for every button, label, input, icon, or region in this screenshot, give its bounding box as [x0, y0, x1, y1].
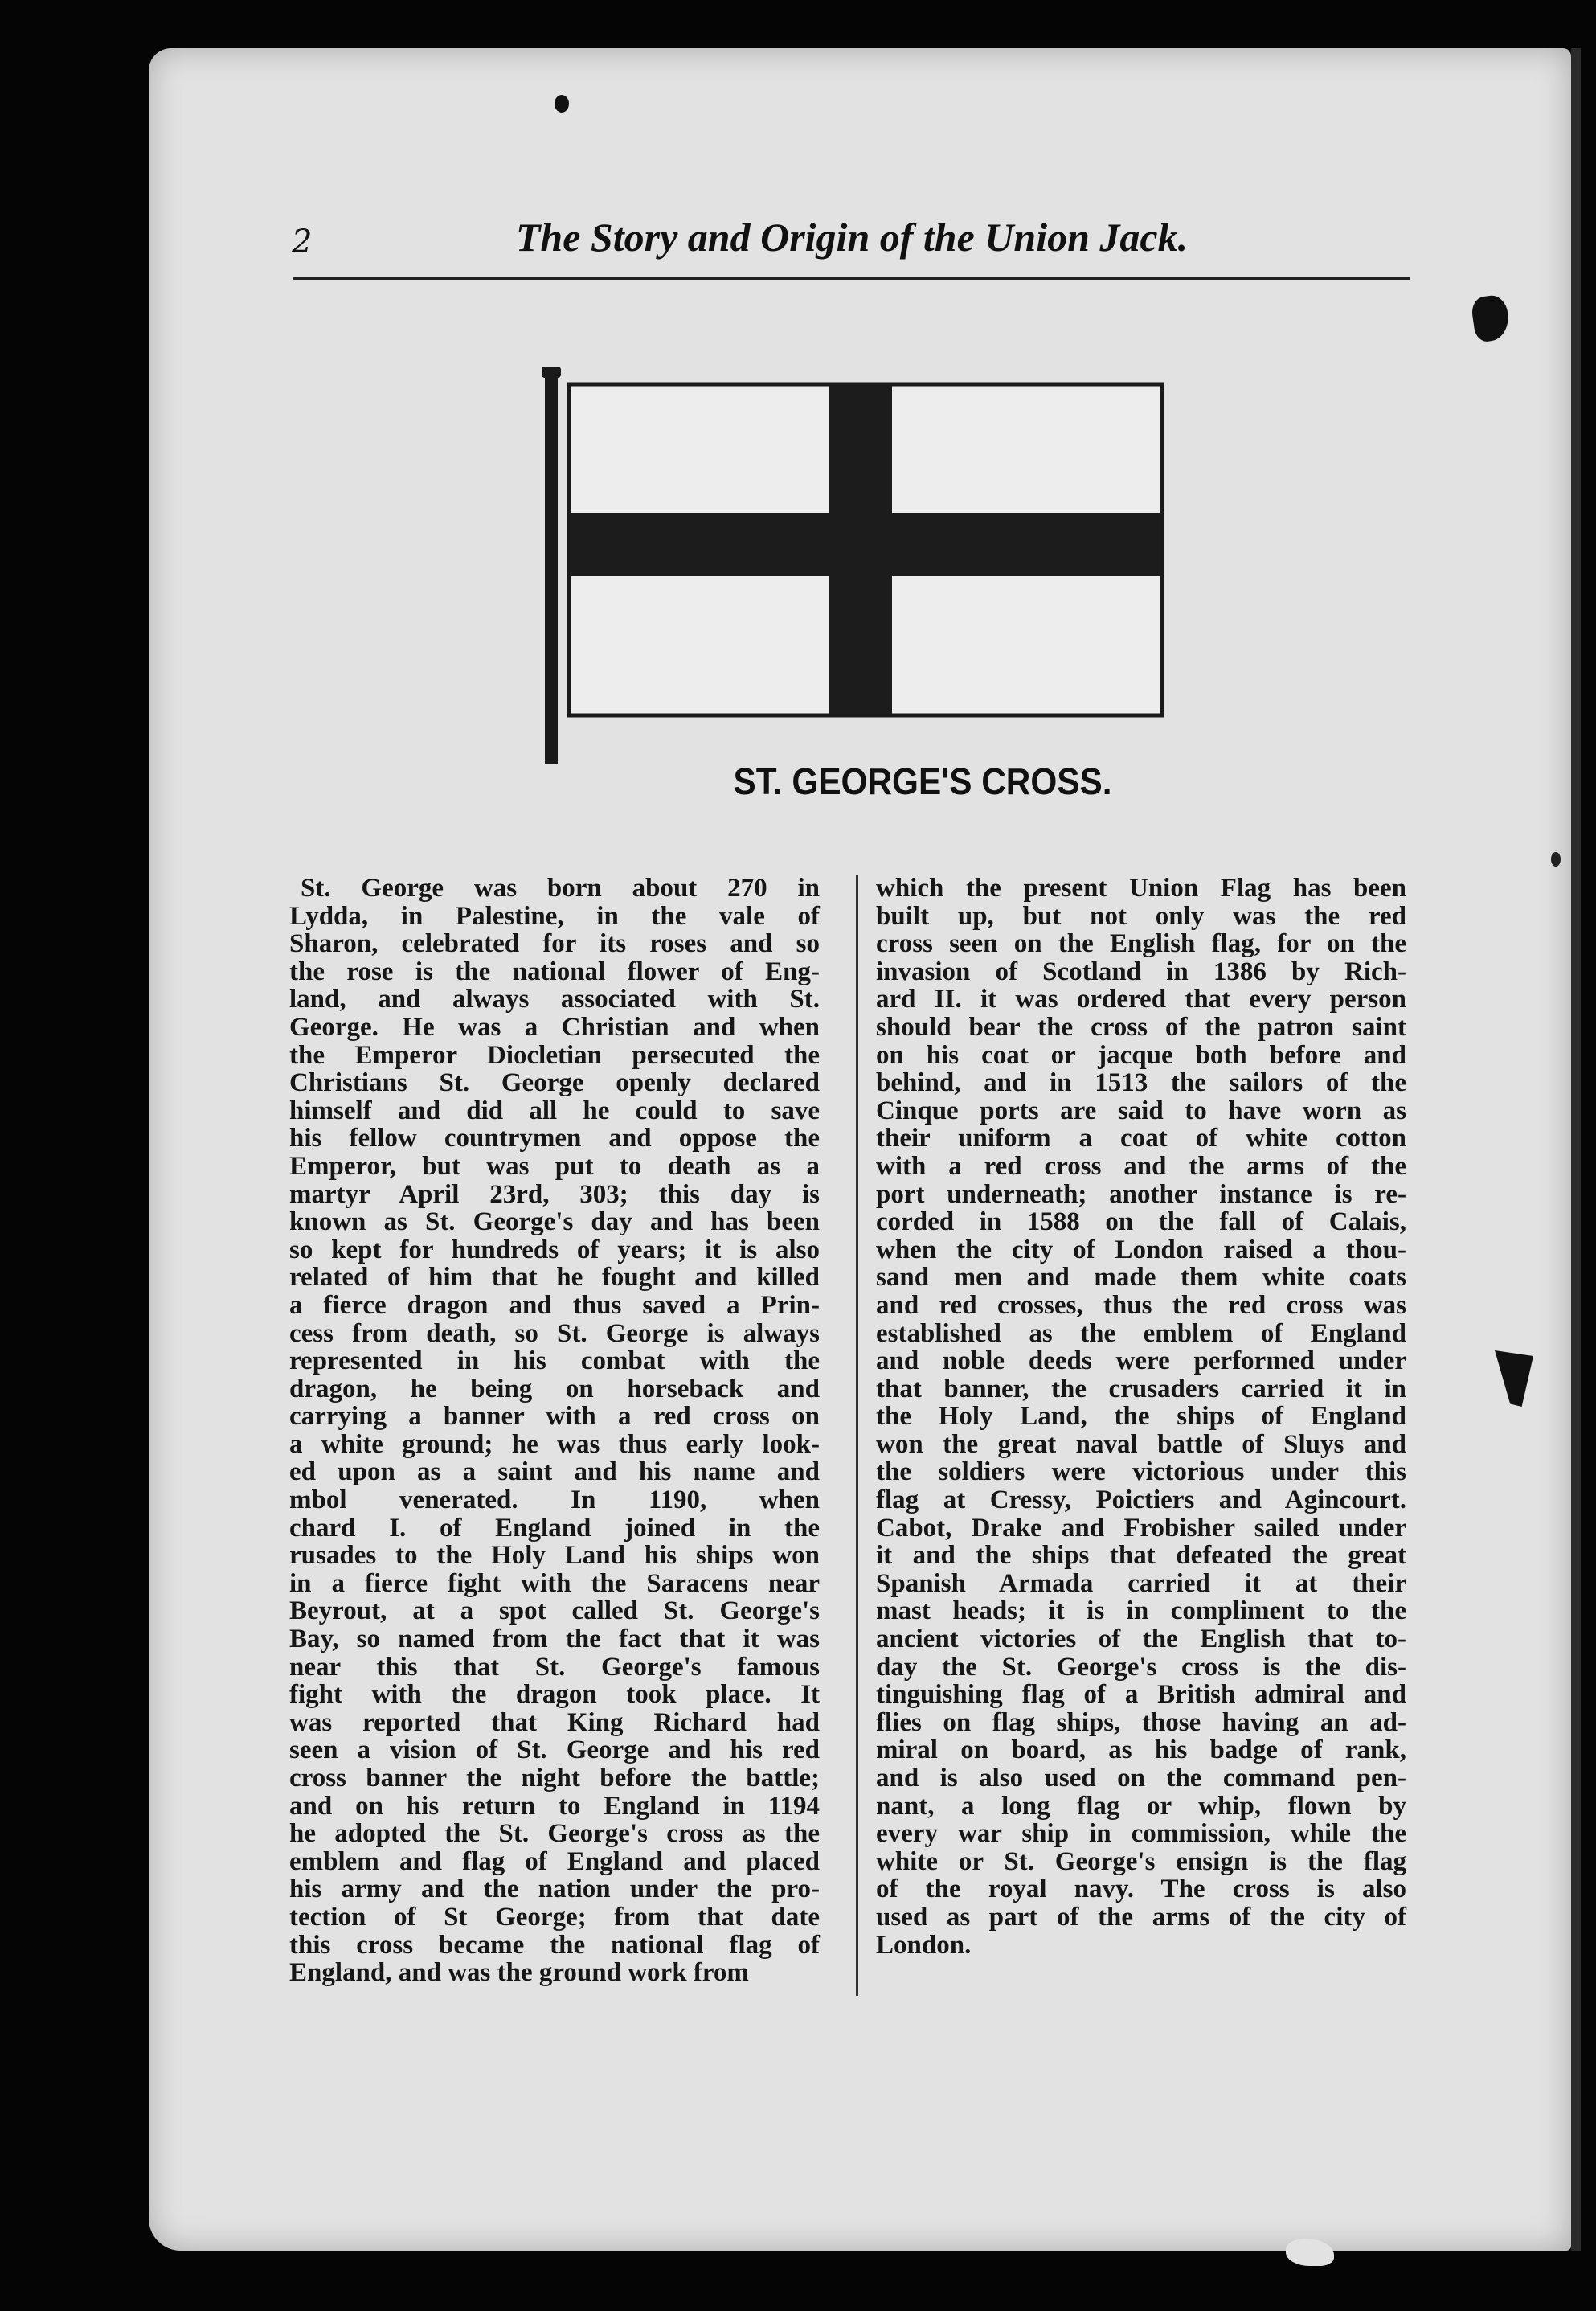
- text-line: and red crosses, thus the red cross was: [876, 1290, 1406, 1320]
- text-line: Spanish Armada carried it at their: [876, 1568, 1406, 1598]
- text-line: mast heads; it is in compliment to the: [876, 1596, 1406, 1626]
- text-line: fight with the dragon took place. It: [289, 1680, 820, 1710]
- text-line: George. He was a Christian and when: [289, 1012, 820, 1042]
- text-line: known as St. George's day and has been: [289, 1207, 820, 1237]
- text-line: London.: [876, 1930, 972, 1960]
- text-line: Emperor, but was put to death as a: [289, 1151, 820, 1181]
- text-line: nant, a long flag or whip, flown by: [876, 1791, 1406, 1821]
- text-line: flies on flag ships, those having an ad-: [876, 1707, 1406, 1737]
- text-line: England, and was the ground work from: [289, 1958, 749, 1988]
- text-line: St. George was born about 270 in: [301, 874, 820, 903]
- text-line: the Holy Land, the ships of England: [876, 1402, 1406, 1432]
- left-column: [289, 875, 820, 1987]
- text-line: himself and did all he could to save: [289, 1096, 820, 1125]
- text-line: Cabot, Drake and Frobisher sailed under: [876, 1513, 1406, 1543]
- text-line: of the royal navy. The cross is also: [876, 1875, 1406, 1904]
- text-line: this cross became the national flag of: [289, 1930, 820, 1960]
- text-line: on his coat or jacque both before and: [876, 1040, 1406, 1070]
- text-line: should bear the cross of the patron saint: [876, 1012, 1406, 1042]
- text-line: so kept for hundreds of years; it is also: [289, 1235, 820, 1264]
- column-divider: [856, 875, 858, 1996]
- text-line: the rose is the national flower of Eng-: [289, 957, 820, 986]
- text-line: cross banner the night before the battle;: [289, 1764, 820, 1793]
- text-line: behind, and in 1513 the sailors of the: [876, 1068, 1406, 1098]
- binding-edge: [1571, 48, 1581, 2251]
- text-line: seen a vision of St. George and his red: [289, 1735, 820, 1765]
- text-line: miral on board, as his badge of rank,: [876, 1735, 1406, 1765]
- text-line: invasion of Scotland in 1386 by Rich-: [876, 957, 1406, 986]
- text-line: the soldiers were victorious under this: [876, 1457, 1406, 1487]
- text-line: built up, but not only was the red: [876, 901, 1406, 931]
- text-line: he adopted the St. George's cross as the: [289, 1819, 820, 1849]
- text-line: day the St. George's cross is the dis-: [876, 1652, 1406, 1682]
- text-line: mbol venerated. In 1190, when: [289, 1485, 820, 1515]
- text-line: Cinque ports are said to have worn as: [876, 1096, 1406, 1125]
- text-line: Sharon, celebrated for its roses and so: [289, 929, 820, 959]
- ink-speck-mark: [1551, 852, 1561, 867]
- text-line: tection of St George; from that date: [289, 1902, 820, 1932]
- text-line: martyr April 23rd, 303; this day is: [289, 1179, 820, 1209]
- figure-caption: ST. GEORGE'S CROSS.: [733, 760, 1112, 802]
- text-line: rusades to the Holy Land his ships won: [289, 1541, 820, 1571]
- text-line: established as the emblem of England: [876, 1318, 1406, 1348]
- text-line: when the city of London raised a thou-: [876, 1235, 1406, 1264]
- text-line: was reported that King Richard had: [289, 1707, 820, 1737]
- text-line: near this that St. George's famous: [289, 1652, 820, 1682]
- text-line: Christians St. George openly declared: [289, 1068, 820, 1098]
- text-line: related of him that he fought and killed: [289, 1263, 820, 1293]
- header-rule: [293, 277, 1410, 280]
- punch-hole-mark: [555, 95, 569, 113]
- page-number: 2: [292, 223, 313, 260]
- text-line: it and the ships that defeated the great: [876, 1541, 1406, 1571]
- text-line: Beyrout, at a spot called St. George's: [289, 1596, 820, 1626]
- text-line: port underneath; another instance is re-: [876, 1179, 1406, 1209]
- text-line: their uniform a coat of white cotton: [876, 1124, 1406, 1153]
- text-line: that banner, the crusaders carried it in: [876, 1374, 1406, 1403]
- text-line: won the great naval battle of Sluys and: [876, 1429, 1406, 1459]
- text-line: sand men and made them white coats: [876, 1263, 1406, 1293]
- text-line: Bay, so named from the fact that it was: [289, 1625, 820, 1654]
- text-line: his fellow countrymen and oppose the: [289, 1124, 820, 1153]
- text-line: his army and the nation under the pro-: [289, 1875, 820, 1904]
- text-line: ed upon as a saint and his name and: [289, 1457, 820, 1487]
- text-line: carrying a banner with a red cross on: [289, 1402, 820, 1432]
- text-line: a white ground; he was thus early look-: [289, 1429, 820, 1459]
- text-line: and is also used on the command pen-: [876, 1764, 1406, 1793]
- flag-cross-horizontal: [571, 513, 1160, 576]
- text-line: with a red cross and the arms of the: [876, 1151, 1406, 1181]
- right-column: [876, 875, 1406, 1959]
- flag-staff: [545, 373, 558, 764]
- text-line: in a fierce fight with the Saracens near: [289, 1568, 820, 1598]
- text-line: the Emperor Diocletian persecuted the: [289, 1040, 820, 1070]
- text-line: represented in his combat with the: [289, 1346, 820, 1376]
- text-line: ancient victories of the English that to-: [876, 1625, 1406, 1654]
- text-line: flag at Cressy, Poictiers and Agincourt.: [876, 1485, 1406, 1515]
- article-body: [289, 875, 1414, 2000]
- text-line: cross seen on the English flag, for on the: [876, 929, 1406, 959]
- text-line: and on his return to England in 1194: [289, 1791, 820, 1821]
- text-line: used as part of the arms of the city of: [876, 1902, 1406, 1932]
- text-line: and noble deeds were performed under: [876, 1346, 1406, 1376]
- text-line: ard II. it was ordered that every person: [876, 985, 1406, 1014]
- text-line: chard I. of England joined in the: [289, 1513, 820, 1543]
- running-title: The Story and Origin of the Union Jack.: [515, 215, 1189, 260]
- text-line: emblem and flag of England and placed: [289, 1846, 820, 1876]
- text-line: cess from death, so St. George is always: [289, 1318, 820, 1348]
- text-line: every war ship in commission, while the: [876, 1819, 1406, 1849]
- st-george-cross-flag-illustration: [540, 362, 1183, 764]
- text-line: tinguishing flag of a British admiral and: [876, 1680, 1406, 1710]
- text-line: which the present Union Flag has been: [876, 874, 1406, 903]
- text-line: dragon, he being on horseback and: [289, 1374, 820, 1403]
- text-line: a fierce dragon and thus saved a Prin-: [289, 1290, 820, 1320]
- text-line: land, and always associated with St.: [289, 985, 820, 1014]
- text-line: white or St. George's ensign is the flag: [876, 1846, 1406, 1876]
- text-line: corded in 1588 on the fall of Calais,: [876, 1207, 1406, 1237]
- flag-staff-finial: [542, 367, 561, 378]
- text-line: Lydda, in Palestine, in the vale of: [289, 901, 820, 931]
